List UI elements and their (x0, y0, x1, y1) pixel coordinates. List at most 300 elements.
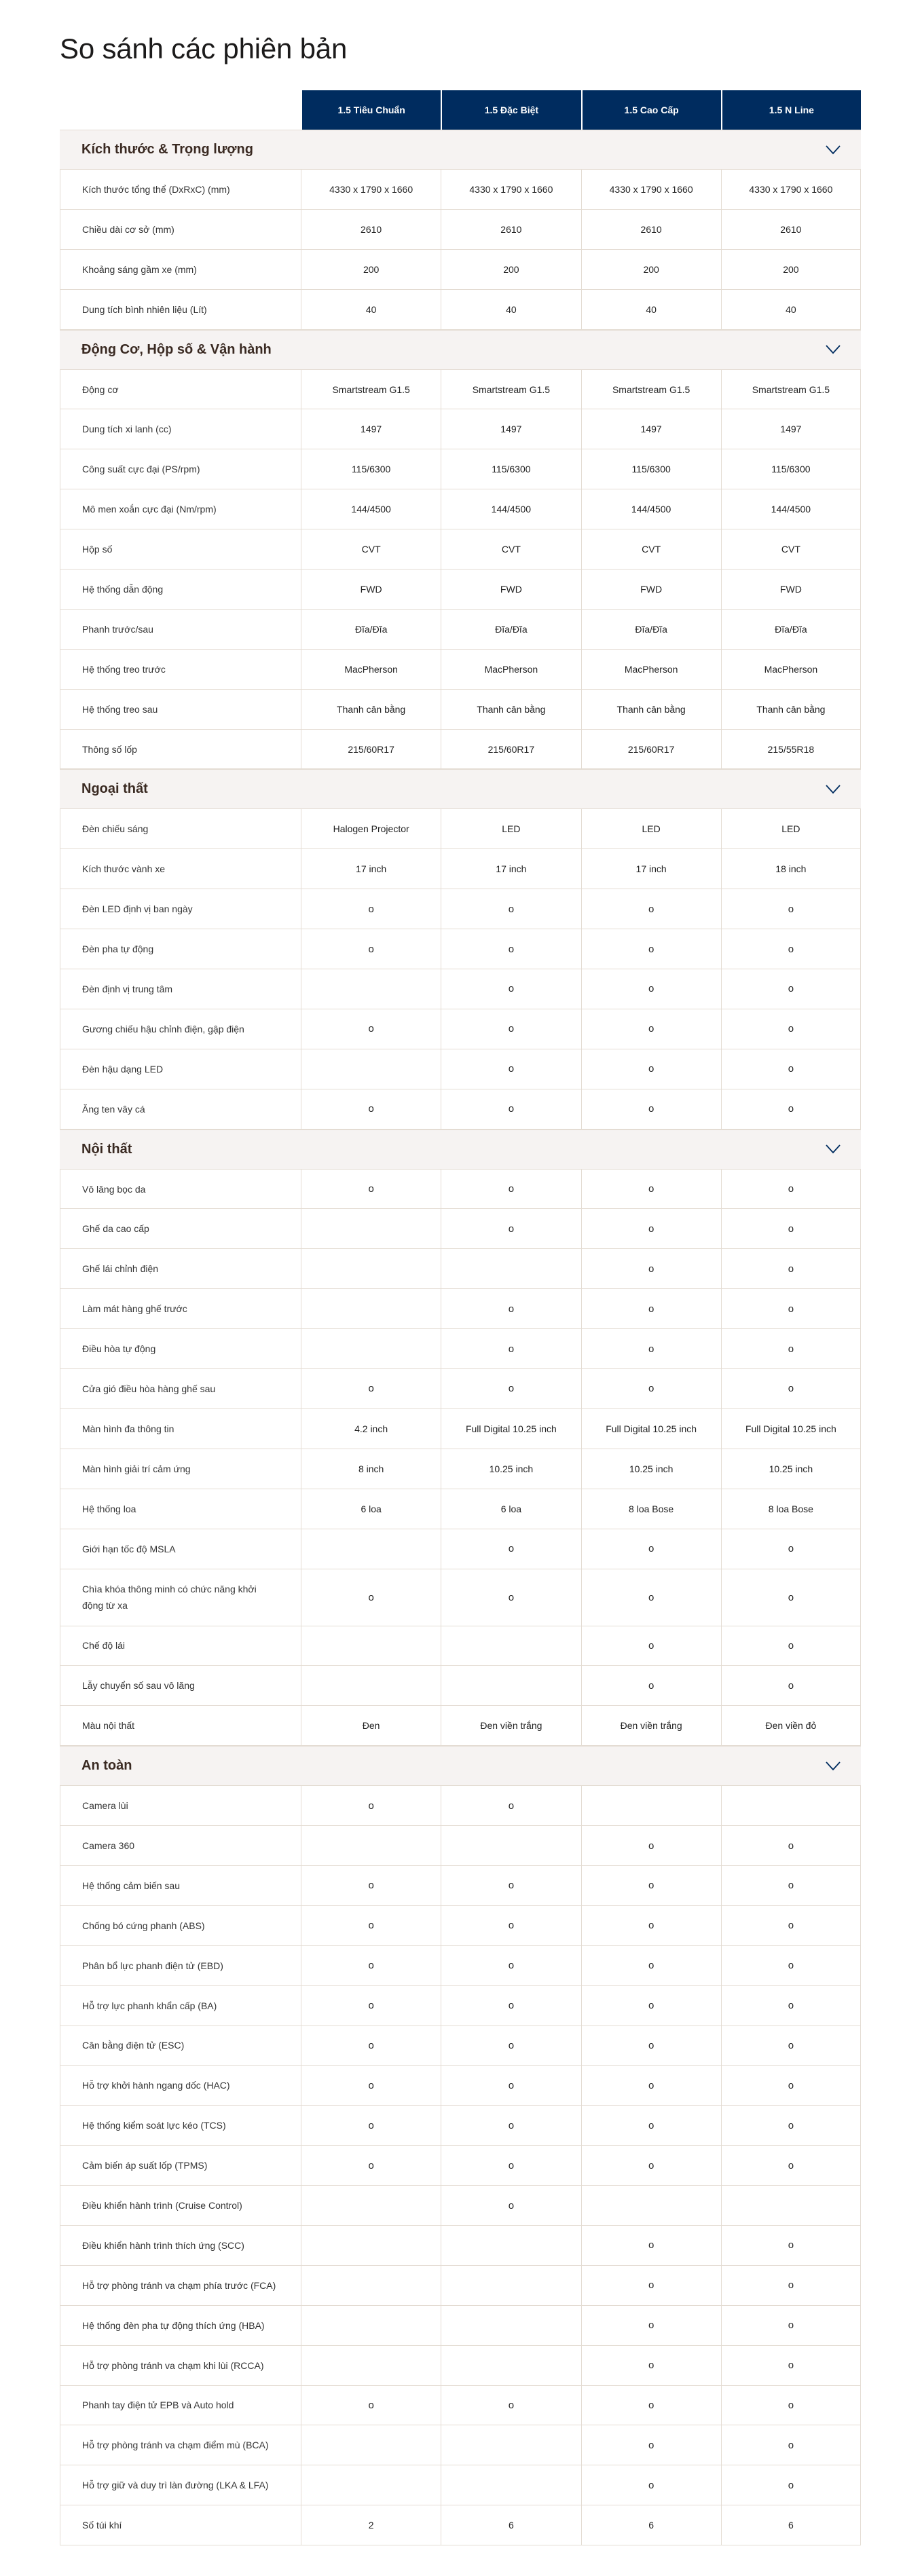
spec-row (60, 2106, 861, 2146)
spec-label: Điều hòa tự động (60, 1329, 301, 1368)
spec-label: Công suất cực đại (PS/rpm) (60, 449, 301, 489)
section-title: Kích thước & Trọng lượng (81, 142, 253, 157)
spec-row (60, 690, 861, 730)
spec-value-dac-biet: o (441, 2106, 580, 2145)
spec-value-dac-biet: 6 loa (441, 1489, 580, 1529)
spec-row (60, 1329, 861, 1369)
spec-label: Đèn LED định vị ban ngày (60, 889, 301, 929)
spec-value-tieu-chuan: 17 inch (301, 849, 441, 889)
spec-label: Hệ thống loa (60, 1489, 301, 1529)
spec-value-tieu-chuan: o (301, 889, 441, 929)
spec-value-tieu-chuan: 1497 (301, 409, 441, 449)
spec-value-dac-biet (441, 2346, 580, 2385)
spec-label: Làm mát hàng ghế trước (60, 1289, 301, 1328)
spec-value-cao-cap: o (581, 929, 721, 969)
spec-value-dac-biet: o (441, 1170, 580, 1209)
spec-value-dac-biet: 215/60R17 (441, 730, 580, 769)
spec-value-dac-biet: o (441, 1529, 580, 1569)
spec-value-n-line: Smartstream G1.5 (721, 370, 861, 409)
spec-value-tieu-chuan: Thanh cân bằng (301, 690, 441, 729)
spec-row (60, 529, 861, 570)
spec-row (60, 1786, 861, 1826)
spec-row (60, 1009, 861, 1049)
spec-value-cao-cap: Đen viền trắng (581, 1706, 721, 1745)
spec-value-cao-cap: 4330 x 1790 x 1660 (581, 170, 721, 209)
header-spacer (60, 90, 301, 130)
spec-label: Ghế da cao cấp (60, 1209, 301, 1248)
spec-label: Hỗ trợ giữ và duy trì làn đường (LKA & LFA) (60, 2465, 301, 2505)
spec-value-tieu-chuan (301, 2346, 441, 2385)
spec-row (60, 610, 861, 650)
chevron-down-icon[interactable] (826, 145, 841, 155)
section-header[interactable] (60, 330, 861, 370)
spec-label: Hỗ trợ phòng tránh va chạm khi lùi (RCCA) (60, 2346, 301, 2385)
spec-value-n-line: 8 loa Bose (721, 1489, 861, 1529)
chevron-down-icon[interactable] (826, 785, 841, 794)
spec-value-dac-biet: 1497 (441, 409, 580, 449)
spec-value-cao-cap: o (581, 1946, 721, 1985)
spec-value-dac-biet: 115/6300 (441, 449, 580, 489)
spec-value-n-line: 215/55R18 (721, 730, 861, 769)
spec-value-cao-cap: FWD (581, 570, 721, 609)
spec-value-cao-cap: o (581, 1289, 721, 1328)
spec-value-cao-cap: o (581, 969, 721, 1009)
spec-row (60, 2066, 861, 2106)
spec-value-cao-cap: 8 loa Bose (581, 1489, 721, 1529)
spec-value-tieu-chuan (301, 2306, 441, 2345)
spec-value-n-line: 4330 x 1790 x 1660 (721, 170, 861, 209)
spec-value-n-line: LED (721, 809, 861, 848)
spec-value-tieu-chuan: 2610 (301, 210, 441, 249)
spec-value-cao-cap: o (581, 1329, 721, 1368)
spec-value-dac-biet: LED (441, 809, 580, 848)
spec-value-cao-cap: 10.25 inch (581, 1449, 721, 1489)
spec-value-tieu-chuan: 6 loa (301, 1489, 441, 1529)
spec-value-cao-cap: o (581, 1866, 721, 1905)
spec-value-dac-biet: o (441, 1089, 580, 1129)
version-header-dac-biet: 1.5 Đặc Biệt (441, 90, 580, 130)
spec-value-tieu-chuan: o (301, 2106, 441, 2145)
spec-value-tieu-chuan: Đĩa/Đĩa (301, 610, 441, 649)
spec-row (60, 290, 861, 330)
spec-label: Ăng ten vây cá (60, 1089, 301, 1129)
spec-label: Hỗ trợ khởi hành ngang dốc (HAC) (60, 2066, 301, 2105)
spec-value-n-line: o (721, 1906, 861, 1945)
spec-value-dac-biet: o (441, 1049, 580, 1089)
spec-value-n-line (721, 2186, 861, 2225)
spec-row (60, 2505, 861, 2545)
spec-value-tieu-chuan: o (301, 1946, 441, 1985)
spec-value-n-line: FWD (721, 570, 861, 609)
spec-value-dac-biet: Thanh cân bằng (441, 690, 580, 729)
spec-label: Thông số lốp (60, 730, 301, 769)
spec-row (60, 1906, 861, 1946)
spec-value-dac-biet: Full Digital 10.25 inch (441, 1409, 580, 1449)
spec-value-tieu-chuan (301, 2226, 441, 2265)
spec-value-n-line: 40 (721, 290, 861, 329)
spec-value-tieu-chuan: o (301, 2026, 441, 2066)
chevron-down-icon[interactable] (826, 1761, 841, 1771)
spec-label: Chế độ lái (60, 1626, 301, 1666)
spec-row (60, 1866, 861, 1906)
spec-value-cao-cap: o (581, 1529, 721, 1569)
spec-value-dac-biet (441, 2226, 580, 2265)
spec-value-dac-biet (441, 1826, 580, 1865)
spec-value-cao-cap: o (581, 1569, 721, 1626)
spec-value-cao-cap: o (581, 2266, 721, 2305)
spec-value-dac-biet: 144/4500 (441, 489, 580, 529)
spec-row (60, 2226, 861, 2266)
spec-label: Hộp số (60, 529, 301, 569)
spec-value-tieu-chuan: o (301, 1569, 441, 1626)
spec-value-cao-cap: o (581, 2465, 721, 2505)
spec-row (60, 2386, 861, 2426)
spec-value-dac-biet: o (441, 969, 580, 1009)
spec-value-tieu-chuan (301, 1249, 441, 1288)
spec-label: Chìa khóa thông minh có chức năng khởi động từ xa (60, 1569, 301, 1626)
spec-row (60, 929, 861, 969)
spec-value-tieu-chuan: Đen (301, 1706, 441, 1745)
spec-value-cao-cap: o (581, 1009, 721, 1049)
spec-label: Hệ thống kiểm soát lực kéo (TCS) (60, 2106, 301, 2145)
spec-value-n-line (721, 1786, 861, 1825)
spec-row (60, 1249, 861, 1289)
spec-value-cao-cap: MacPherson (581, 650, 721, 689)
spec-value-cao-cap: o (581, 2386, 721, 2425)
spec-value-tieu-chuan: o (301, 929, 441, 969)
spec-value-tieu-chuan: CVT (301, 529, 441, 569)
spec-value-tieu-chuan: Smartstream G1.5 (301, 370, 441, 409)
spec-value-dac-biet: o (441, 1946, 580, 1985)
spec-label: Mô men xoắn cực đại (Nm/rpm) (60, 489, 301, 529)
spec-value-dac-biet: o (441, 1866, 580, 1905)
spec-value-cao-cap: o (581, 1049, 721, 1089)
spec-value-dac-biet (441, 1666, 580, 1705)
spec-value-n-line: o (721, 1209, 861, 1248)
spec-label: Dung tích xi lanh (cc) (60, 409, 301, 449)
spec-label: Kích thước tổng thể (DxRxC) (mm) (60, 170, 301, 209)
version-header-cao-cap: 1.5 Cao Cấp (581, 90, 721, 130)
spec-label: Màn hình giải trí cảm ứng (60, 1449, 301, 1489)
spec-value-n-line: o (721, 1529, 861, 1569)
spec-row (60, 2186, 861, 2226)
spec-label: Cân bằng điện tử (ESC) (60, 2026, 301, 2066)
spec-row (60, 409, 861, 449)
spec-value-dac-biet: 2610 (441, 210, 580, 249)
spec-value-dac-biet: o (441, 1009, 580, 1049)
spec-value-cao-cap: o (581, 1666, 721, 1705)
spec-row (60, 250, 861, 290)
spec-value-n-line: 10.25 inch (721, 1449, 861, 1489)
spec-value-n-line: 2610 (721, 210, 861, 249)
spec-value-dac-biet: o (441, 1289, 580, 1328)
spec-value-n-line: o (721, 1089, 861, 1129)
spec-label: Đèn hậu dạng LED (60, 1049, 301, 1089)
page-title: So sánh các phiên bản (60, 33, 348, 64)
spec-value-dac-biet: MacPherson (441, 650, 580, 689)
spec-row (60, 1706, 861, 1746)
spec-label: Màn hình đa thông tin (60, 1409, 301, 1449)
spec-value-cao-cap: o (581, 1826, 721, 1865)
spec-label: Chống bó cứng phanh (ABS) (60, 1906, 301, 1945)
spec-label: Hệ thống dẫn động (60, 570, 301, 609)
spec-value-cao-cap: o (581, 2306, 721, 2345)
spec-value-n-line: o (721, 1946, 861, 1985)
version-header-tieu-chuan: 1.5 Tiêu Chuẩn (301, 90, 441, 130)
spec-value-cao-cap (581, 2186, 721, 2225)
spec-value-cao-cap: o (581, 2146, 721, 2185)
spec-label: Đèn định vị trung tâm (60, 969, 301, 1009)
spec-row (60, 1569, 861, 1626)
spec-row (60, 1826, 861, 1866)
spec-row (60, 2266, 861, 2306)
spec-value-tieu-chuan (301, 1049, 441, 1089)
spec-value-tieu-chuan: 200 (301, 250, 441, 289)
spec-value-tieu-chuan (301, 1529, 441, 1569)
spec-value-dac-biet: 40 (441, 290, 580, 329)
spec-row (60, 1666, 861, 1706)
spec-row (60, 849, 861, 889)
spec-value-dac-biet: o (441, 1369, 580, 1408)
spec-value-n-line: o (721, 2306, 861, 2345)
spec-value-cao-cap: Smartstream G1.5 (581, 370, 721, 409)
spec-value-tieu-chuan: 40 (301, 290, 441, 329)
spec-value-cao-cap: 6 (581, 2505, 721, 2545)
chevron-down-icon[interactable] (826, 1144, 841, 1154)
spec-label: Hệ thống cảm biến sau (60, 1866, 301, 1905)
section-title: An toàn (81, 1758, 132, 1774)
spec-label: Cảm biến áp suất lốp (TPMS) (60, 2146, 301, 2185)
spec-value-tieu-chuan: 144/4500 (301, 489, 441, 529)
spec-value-tieu-chuan (301, 1626, 441, 1666)
spec-value-dac-biet: o (441, 2066, 580, 2105)
spec-label: Chiều dài cơ sở (mm) (60, 210, 301, 249)
spec-value-cao-cap: CVT (581, 529, 721, 569)
section-header[interactable] (60, 130, 861, 170)
spec-row (60, 1529, 861, 1569)
spec-row (60, 489, 861, 529)
spec-value-n-line: 18 inch (721, 849, 861, 889)
spec-value-dac-biet: 200 (441, 250, 580, 289)
spec-label: Màu nội thất (60, 1706, 301, 1745)
spec-row (60, 1209, 861, 1249)
spec-value-tieu-chuan (301, 1666, 441, 1705)
spec-row (60, 570, 861, 610)
spec-value-dac-biet (441, 2306, 580, 2345)
spec-value-dac-biet: 10.25 inch (441, 1449, 580, 1489)
spec-value-n-line: o (721, 1049, 861, 1089)
spec-value-dac-biet: Đĩa/Đĩa (441, 610, 580, 649)
spec-value-tieu-chuan: 215/60R17 (301, 730, 441, 769)
spec-row (60, 1449, 861, 1489)
spec-row (60, 730, 861, 770)
spec-value-dac-biet: 17 inch (441, 849, 580, 889)
spec-label: Điều khiển hành trình thích ứng (SCC) (60, 2226, 301, 2265)
spec-value-dac-biet: o (441, 1569, 580, 1626)
spec-label: Giới hạn tốc độ MSLA (60, 1529, 301, 1569)
spec-value-dac-biet: o (441, 1906, 580, 1945)
spec-value-n-line: o (721, 2266, 861, 2305)
spec-value-cao-cap: o (581, 2026, 721, 2066)
section-header[interactable] (60, 1130, 861, 1170)
spec-value-tieu-chuan: o (301, 1986, 441, 2026)
spec-value-n-line: o (721, 1009, 861, 1049)
spec-value-tieu-chuan (301, 1289, 441, 1328)
spec-row (60, 1489, 861, 1529)
section-header[interactable] (60, 769, 861, 809)
spec-value-n-line: Full Digital 10.25 inch (721, 1409, 861, 1449)
spec-value-n-line: MacPherson (721, 650, 861, 689)
spec-value-tieu-chuan: o (301, 1170, 441, 1209)
spec-value-cao-cap: Full Digital 10.25 inch (581, 1409, 721, 1449)
spec-label: Phanh trước/sau (60, 610, 301, 649)
spec-value-dac-biet (441, 2465, 580, 2505)
spec-row (60, 2346, 861, 2386)
spec-row (60, 2026, 861, 2066)
spec-row (60, 1409, 861, 1449)
spec-value-tieu-chuan (301, 1826, 441, 1865)
spec-value-n-line: o (721, 1249, 861, 1288)
spec-value-tieu-chuan: 4330 x 1790 x 1660 (301, 170, 441, 209)
spec-value-tieu-chuan: o (301, 1786, 441, 1825)
spec-value-cao-cap: o (581, 1986, 721, 2026)
spec-value-cao-cap: 40 (581, 290, 721, 329)
version-header-row (60, 90, 861, 130)
spec-row (60, 1089, 861, 1130)
spec-value-dac-biet: o (441, 889, 580, 929)
spec-label: Hệ thống đèn pha tự động thích ứng (HBA) (60, 2306, 301, 2345)
spec-value-n-line: o (721, 2226, 861, 2265)
spec-value-dac-biet: o (441, 1329, 580, 1368)
spec-value-tieu-chuan (301, 969, 441, 1009)
spec-value-dac-biet: o (441, 929, 580, 969)
spec-value-n-line: o (721, 969, 861, 1009)
spec-row (60, 1049, 861, 1089)
spec-value-cao-cap: o (581, 1089, 721, 1129)
spec-value-n-line: o (721, 1986, 861, 2026)
spec-label: Camera lùi (60, 1786, 301, 1825)
spec-value-n-line: o (721, 2386, 861, 2425)
spec-value-cao-cap: 215/60R17 (581, 730, 721, 769)
spec-value-cao-cap: LED (581, 809, 721, 848)
section-title: Nội thất (81, 1141, 132, 1157)
spec-value-tieu-chuan: 4.2 inch (301, 1409, 441, 1449)
spec-value-n-line: o (721, 2425, 861, 2465)
spec-label: Phanh tay điện tử EPB và Auto hold (60, 2386, 301, 2425)
spec-value-dac-biet: Đen viền trắng (441, 1706, 580, 1745)
spec-value-dac-biet (441, 1249, 580, 1288)
spec-value-n-line: o (721, 2066, 861, 2105)
spec-value-n-line: 1497 (721, 409, 861, 449)
spec-value-n-line: Đĩa/Đĩa (721, 610, 861, 649)
spec-value-n-line: CVT (721, 529, 861, 569)
spec-value-cao-cap: o (581, 889, 721, 929)
spec-label: Hỗ trợ phòng tránh va chạm phía trước (FCA) (60, 2266, 301, 2305)
spec-value-n-line: o (721, 1826, 861, 1865)
spec-value-cao-cap: 1497 (581, 409, 721, 449)
chevron-down-icon[interactable] (826, 345, 841, 354)
spec-label: Đèn pha tự động (60, 929, 301, 969)
section-title: Động Cơ, Hộp số & Vận hành (81, 341, 272, 357)
spec-value-dac-biet: o (441, 1209, 580, 1248)
spec-value-dac-biet: o (441, 2386, 580, 2425)
version-header-n-line: 1.5 N Line (721, 90, 861, 130)
spec-value-tieu-chuan: Halogen Projector (301, 809, 441, 848)
spec-value-cao-cap: o (581, 1369, 721, 1408)
spec-value-n-line: 144/4500 (721, 489, 861, 529)
spec-value-cao-cap: o (581, 1170, 721, 1209)
spec-value-tieu-chuan: o (301, 1089, 441, 1129)
spec-label: Kích thước vành xe (60, 849, 301, 889)
spec-value-tieu-chuan (301, 2186, 441, 2225)
spec-value-dac-biet (441, 2266, 580, 2305)
spec-value-dac-biet: o (441, 2146, 580, 2185)
spec-row (60, 1626, 861, 1666)
spec-value-cao-cap: Đĩa/Đĩa (581, 610, 721, 649)
spec-value-cao-cap: o (581, 2346, 721, 2385)
spec-row (60, 969, 861, 1009)
spec-label: Hỗ trợ phòng tránh va chạm điểm mù (BCA) (60, 2425, 301, 2465)
spec-label: Số túi khí (60, 2505, 301, 2545)
spec-label: Phân bổ lực phanh điện tử (EBD) (60, 1946, 301, 1985)
spec-value-cao-cap: o (581, 2066, 721, 2105)
spec-label: Camera 360 (60, 1826, 301, 1865)
spec-value-n-line: o (721, 1666, 861, 1705)
spec-value-dac-biet: 6 (441, 2505, 580, 2545)
spec-value-cao-cap: o (581, 2226, 721, 2265)
spec-value-dac-biet: o (441, 2186, 580, 2225)
spec-value-n-line: o (721, 1866, 861, 1905)
spec-row (60, 1946, 861, 1986)
spec-value-cao-cap: o (581, 1249, 721, 1288)
spec-value-n-line: o (721, 1626, 861, 1666)
spec-value-n-line: o (721, 2465, 861, 2505)
spec-row (60, 809, 861, 849)
spec-value-cao-cap: o (581, 2425, 721, 2465)
spec-value-cao-cap: o (581, 1626, 721, 1666)
spec-label: Ghế lái chỉnh điện (60, 1249, 301, 1288)
spec-value-n-line: o (721, 1369, 861, 1408)
spec-row (60, 370, 861, 410)
spec-label: Vô lăng bọc da (60, 1170, 301, 1209)
section-title: Ngoại thất (81, 781, 148, 797)
spec-row (60, 650, 861, 690)
spec-value-tieu-chuan (301, 1329, 441, 1368)
spec-label: Lẫy chuyển số sau vô lăng (60, 1666, 301, 1705)
spec-value-cao-cap: o (581, 2106, 721, 2145)
spec-label: Đèn chiếu sáng (60, 809, 301, 848)
spec-value-dac-biet: FWD (441, 570, 580, 609)
section-header[interactable] (60, 1746, 861, 1786)
spec-value-cao-cap: 2610 (581, 210, 721, 249)
spec-value-dac-biet: 4330 x 1790 x 1660 (441, 170, 580, 209)
spec-value-n-line: o (721, 2026, 861, 2066)
spec-value-tieu-chuan (301, 2425, 441, 2465)
spec-value-n-line: Đen viền đỏ (721, 1706, 861, 1745)
spec-label: Điều khiển hành trình (Cruise Control) (60, 2186, 301, 2225)
spec-value-n-line: o (721, 2146, 861, 2185)
spec-value-tieu-chuan: 115/6300 (301, 449, 441, 489)
spec-value-tieu-chuan (301, 1209, 441, 1248)
spec-value-cao-cap: 144/4500 (581, 489, 721, 529)
spec-value-cao-cap: 200 (581, 250, 721, 289)
spec-label: Hệ thống treo sau (60, 690, 301, 729)
spec-row (60, 170, 861, 210)
comparison-table (60, 90, 861, 2545)
spec-value-n-line: o (721, 1329, 861, 1368)
spec-row (60, 1369, 861, 1409)
spec-label: Động cơ (60, 370, 301, 409)
